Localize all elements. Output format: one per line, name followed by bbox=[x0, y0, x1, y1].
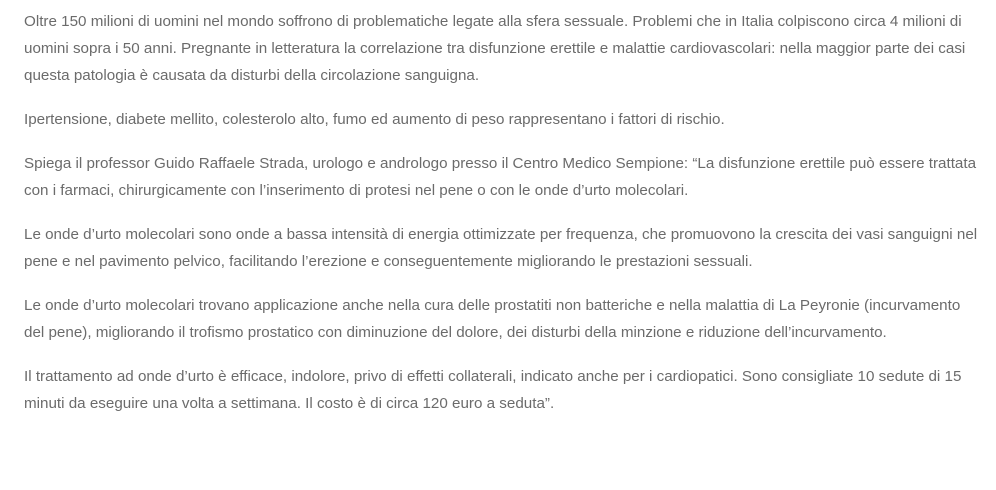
article-paragraph: Le onde d’urto molecolari sono onde a bassa intensità di energia ottimizzate per frequenza, che promuovono la crescita dei vasi sanguigni nel pene e nel pavimento pelvico, facilitando l’erezione e conseguentemente migliorando le prestazioni sessuali. bbox=[24, 226, 978, 270]
article-body bbox=[24, 8, 984, 434]
article-paragraph: Oltre 150 milioni di uomini nel mondo soffrono di problematiche legate alla sfera sessuale. Problemi che in Italia colpiscono circa 4 milioni di uomini sopra i 50 anni. Pregnante in letteratura la correlazione tra disfunzione erettile e malattie cardiovascolari: nella maggior parte dei casi questa patologia è causata da disturbi della circolazione sanguigna. bbox=[24, 13, 966, 84]
article-paragraph: Il trattamento ad onde d’urto è efficace, indolore, privo di effetti collaterali, indicato anche per i cardiopatici. Sono consigliate 10 sedute di 15 minuti da eseguire una volta a settimana. Il costo è di circa 120 euro a seduta”. bbox=[24, 368, 962, 412]
article-paragraph: Spiega il professor Guido Raffaele Strada, urologo e andrologo presso il Centro Medico Sempione: “La disfunzione erettile può essere trattata con i farmaci, chirurgicamente con l’inserimento di protesi nel pene o con le onde d’urto molecolari. bbox=[24, 155, 977, 199]
article-paragraph: Ipertensione, diabete mellito, colesterolo alto, fumo ed aumento di peso rappresentano i fattori di rischio. bbox=[24, 111, 725, 128]
article-paragraph: Le onde d’urto molecolari trovano applicazione anche nella cura delle prostatiti non batteriche e nella malattia di La Peyronie (incurvamento del pene), migliorando il trofismo prostatico con diminuzione del dolore, dei disturbi della minzione e riduzione dell’incurvamento. bbox=[24, 297, 961, 341]
